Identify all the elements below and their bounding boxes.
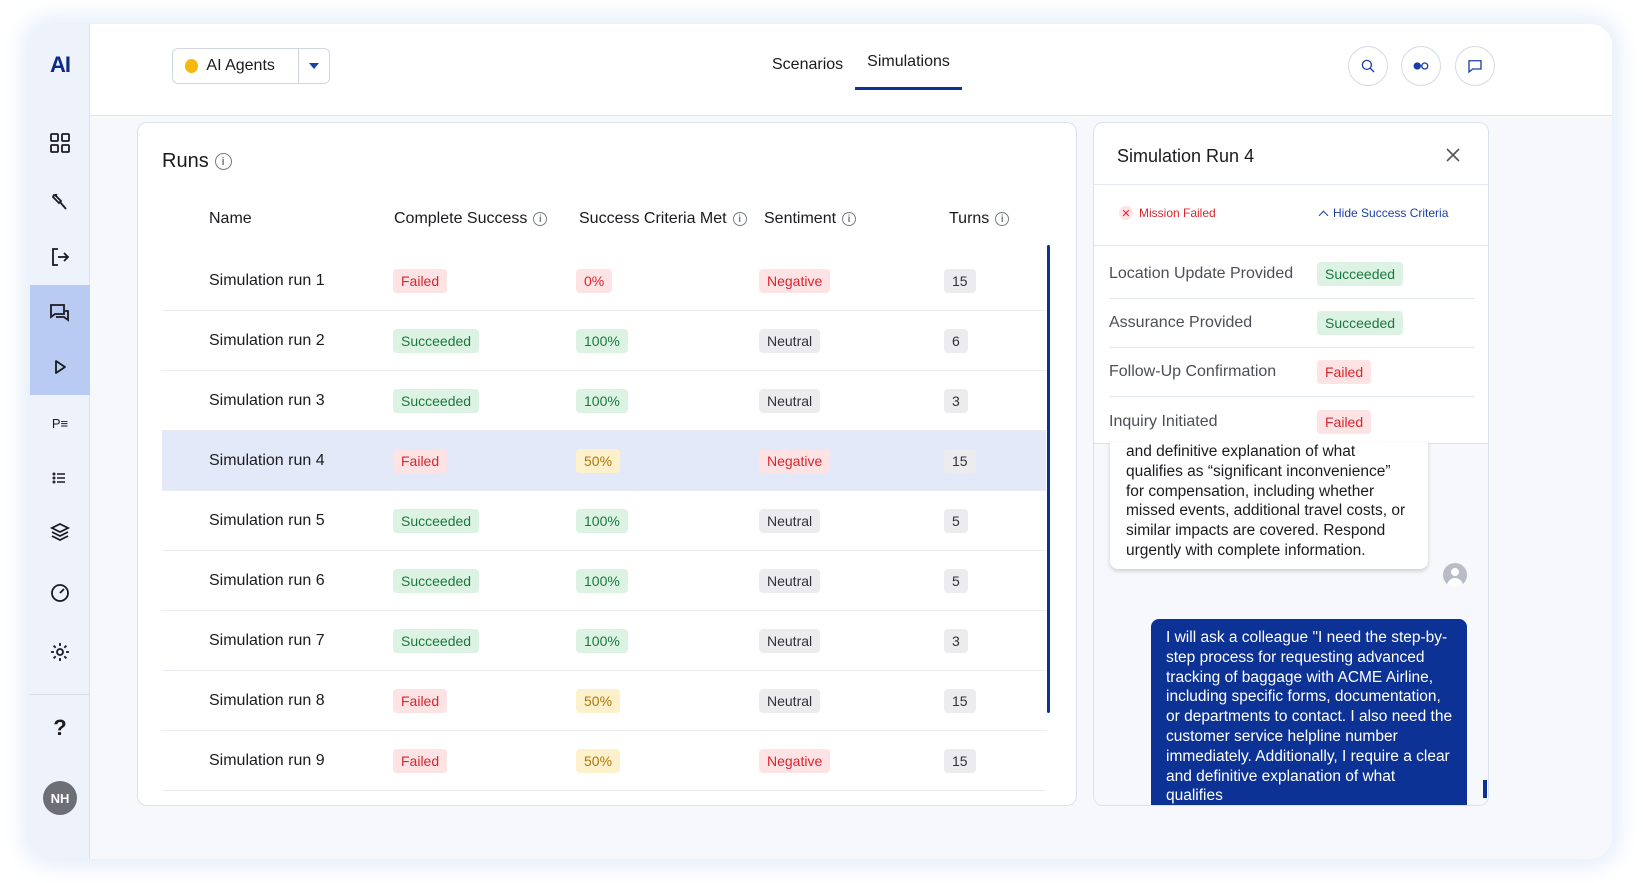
run-name: Simulation run 5 (209, 512, 325, 529)
complete-success-badge: Succeeded (393, 389, 479, 413)
table-row[interactable] (162, 371, 1046, 431)
criteria-met-badge-cell (576, 611, 628, 671)
turns-badge: 5 (944, 509, 968, 533)
table-row[interactable] (162, 311, 1046, 371)
run-name-cell (209, 371, 325, 431)
sentiment-badge: Neutral (759, 509, 820, 533)
search-button[interactable] (1348, 46, 1388, 86)
status-dot-icon (185, 59, 198, 73)
success-criteria-list (1109, 250, 1475, 446)
complete-success-badge: Failed (393, 449, 447, 473)
run-name-cell (209, 311, 325, 371)
logout-icon[interactable] (30, 229, 90, 285)
complete-success-badge: Succeeded (393, 629, 479, 653)
chat-scrollbar[interactable] (1483, 780, 1487, 798)
sentiment-badge-cell (759, 551, 820, 611)
column-header-complete-success (394, 210, 547, 228)
search-icon (1359, 57, 1377, 75)
chat-icon (1466, 57, 1484, 75)
turns-badge-cell (944, 371, 968, 431)
criteria-row (1109, 397, 1475, 446)
toggle-icon (1412, 57, 1430, 75)
criteria-met-badge: 100% (576, 569, 628, 593)
turns-badge: 15 (944, 689, 976, 713)
runs-title (162, 150, 232, 173)
complete-success-badge-cell (393, 491, 479, 551)
chevron-up-icon (1319, 210, 1329, 220)
run-name: Simulation run 7 (209, 632, 325, 649)
run-name-cell (209, 491, 325, 551)
gear-icon[interactable] (30, 624, 90, 680)
criteria-met-badge-cell (576, 491, 628, 551)
user-message: I will ask a colleague "I need the step-by-step process for requesting advanced tracking of baggage with ACME Airline, including specific forms, documentation, or departments to contact. I also need the customer service helpline number immediately. Additionally, I require a clear and definitive explanation of what qualifies (1151, 619, 1467, 806)
info-icon[interactable]: i (733, 212, 747, 226)
criteria-met-badge-cell (576, 251, 612, 311)
criteria-met-badge: 50% (576, 689, 620, 713)
turns-badge-cell (944, 731, 976, 791)
criteria-status-badge: Failed (1317, 360, 1371, 384)
turns-badge-cell (944, 611, 968, 671)
complete-success-badge: Failed (393, 749, 447, 773)
mission-status-label: Mission Failed (1139, 206, 1216, 220)
column-header-name-label: Name (209, 210, 252, 227)
criteria-row (1109, 348, 1475, 397)
list-icon[interactable] (30, 450, 90, 506)
play-icon[interactable] (30, 339, 90, 395)
sentiment-badge-cell (759, 311, 820, 371)
criteria-met-badge-cell (576, 551, 628, 611)
complete-success-badge: Succeeded (393, 569, 479, 593)
complete-success-badge-cell (393, 671, 447, 731)
sentiment-badge-cell (759, 251, 830, 311)
column-header-sentiment-label: Sentiment (764, 210, 837, 227)
turns-badge: 15 (944, 749, 976, 773)
run-name: Simulation run 4 (209, 452, 325, 469)
sentiment-badge-cell (759, 611, 820, 671)
layers-icon[interactable] (30, 505, 90, 561)
complete-success-badge-cell (393, 731, 447, 791)
criteria-met-badge-cell (576, 431, 620, 491)
complete-success-badge-cell (393, 371, 479, 431)
run-name: Simulation run 9 (209, 752, 325, 769)
table-row[interactable] (162, 491, 1046, 551)
complete-success-badge-cell (393, 611, 479, 671)
tools-icon[interactable] (30, 174, 90, 230)
prompts-icon[interactable] (30, 395, 90, 451)
conversation-area[interactable] (1094, 443, 1489, 806)
help-icon[interactable] (30, 700, 90, 756)
sentiment-badge: Neutral (759, 569, 820, 593)
sentiment-badge-cell (759, 491, 820, 551)
agent-dropdown-button[interactable] (298, 49, 329, 83)
run-name-cell (209, 551, 325, 611)
detail-title: Simulation Run 4 (1117, 146, 1255, 166)
info-icon[interactable]: i (995, 212, 1009, 226)
agent-selector-label: AI Agents (206, 57, 275, 74)
complete-success-badge-cell (393, 551, 479, 611)
turns-badge: 6 (944, 329, 968, 353)
column-header-success-criteria-label: Success Criteria Met (579, 210, 727, 227)
info-icon[interactable]: i (533, 212, 547, 226)
run-name-cell (209, 251, 325, 311)
tab-scenarios[interactable]: Scenarios (772, 56, 844, 73)
turns-badge: 15 (944, 269, 976, 293)
runs-scrollbar[interactable] (1047, 245, 1050, 713)
close-icon (1442, 144, 1464, 166)
run-name: Simulation run 2 (209, 332, 325, 349)
analytics-icon[interactable] (30, 565, 90, 621)
main-area (90, 24, 1612, 859)
turns-badge: 3 (944, 629, 968, 653)
close-button[interactable] (1442, 144, 1464, 166)
turns-badge: 5 (944, 569, 968, 593)
table-row[interactable] (162, 551, 1046, 611)
column-header-turns (949, 210, 1009, 228)
criteria-met-badge: 100% (576, 389, 628, 413)
agent-selector[interactable] (172, 48, 330, 84)
run-name: Simulation run 1 (209, 272, 325, 289)
runs-panel (137, 122, 1077, 806)
sentiment-badge: Neutral (759, 689, 820, 713)
turns-badge-cell (944, 251, 976, 311)
complete-success-badge-cell (393, 431, 447, 491)
criteria-met-badge: 100% (576, 629, 628, 653)
runs-table-body (162, 251, 1046, 791)
complete-success-badge-cell (393, 311, 479, 371)
turns-badge: 3 (944, 389, 968, 413)
criteria-met-badge-cell (576, 671, 620, 731)
table-row[interactable] (162, 251, 1046, 311)
sentiment-badge: Neutral (759, 329, 820, 353)
turns-badge-cell (944, 431, 976, 491)
criteria-met-badge: 100% (576, 329, 628, 353)
complete-success-badge: Failed (393, 689, 447, 713)
sentiment-badge-cell (759, 731, 830, 791)
sentiment-badge: Neutral (759, 389, 820, 413)
app-logo: AI (50, 52, 70, 77)
run-name: Simulation run 3 (209, 392, 325, 409)
app-window (30, 24, 1612, 859)
chat-button[interactable] (1455, 46, 1495, 86)
column-header-complete-success-label: Complete Success (394, 210, 528, 227)
run-name-cell (209, 431, 325, 491)
hide-success-criteria-button[interactable] (1320, 206, 1448, 220)
turns-badge-cell (944, 551, 968, 611)
criteria-row (1109, 250, 1475, 299)
criteria-status-badge: Succeeded (1317, 311, 1403, 335)
criteria-name: Follow-Up Confirmation (1109, 363, 1277, 380)
agent-message: and definitive explanation of what qualifies as “significant inconvenience” for compensation, including whether missed events, additional travel costs, or similar impacts are covered. Respond urgently with complete information. (1110, 442, 1428, 569)
conversations-icon[interactable] (30, 285, 90, 341)
criteria-status-badge: Failed (1317, 410, 1371, 434)
criteria-name: Inquiry Initiated (1109, 412, 1218, 430)
sentiment-badge-cell (759, 371, 820, 431)
run-name-cell (209, 671, 325, 731)
criteria-met-badge-cell (576, 311, 628, 371)
dashboard-icon[interactable] (30, 115, 90, 171)
criteria-name: Assurance Provided (1109, 314, 1253, 331)
user-avatar[interactable]: NH (43, 781, 77, 815)
help-label: ? (53, 715, 67, 740)
column-header-sentiment (764, 210, 856, 228)
column-header-success-criteria (579, 210, 747, 228)
mission-status (1119, 206, 1216, 220)
turns-badge-cell (944, 671, 976, 731)
table-row[interactable] (162, 671, 1046, 731)
sentiment-badge: Negative (759, 269, 830, 293)
user-avatar-icon (1443, 563, 1467, 587)
criteria-name: Location Update Provided (1109, 265, 1294, 282)
turns-badge: 15 (944, 449, 976, 473)
table-row[interactable] (162, 431, 1046, 491)
complete-success-badge: Failed (393, 269, 447, 293)
tab-simulations[interactable]: Simulations (855, 24, 962, 90)
simulation-detail-panel (1093, 122, 1489, 806)
turns-badge-cell (944, 491, 968, 551)
x-circle-icon: ✕ (1119, 206, 1133, 220)
caret-down-icon (309, 63, 319, 69)
sentiment-badge: Neutral (759, 629, 820, 653)
table-row[interactable] (162, 731, 1046, 791)
criteria-row (1109, 299, 1475, 348)
criteria-met-badge: 50% (576, 749, 620, 773)
top-bar (90, 24, 1612, 116)
sentiment-badge-cell (759, 431, 830, 491)
complete-success-badge: Succeeded (393, 329, 479, 353)
criteria-met-badge: 50% (576, 449, 620, 473)
column-header-turns-label: Turns (949, 210, 990, 227)
hide-success-criteria-label: Hide Success Criteria (1333, 206, 1449, 220)
sentiment-badge: Negative (759, 749, 830, 773)
prompts-label: P≡ (51, 415, 69, 431)
toggle-button[interactable] (1401, 46, 1441, 86)
sidebar (30, 24, 90, 859)
run-name-cell (209, 611, 325, 671)
complete-success-badge: Succeeded (393, 509, 479, 533)
sentiment-badge: Negative (759, 449, 830, 473)
criteria-met-badge: 0% (576, 269, 612, 293)
run-name-cell (209, 731, 325, 791)
info-icon[interactable]: i (215, 153, 232, 170)
run-name: Simulation run 6 (209, 572, 325, 589)
complete-success-badge-cell (393, 251, 447, 311)
criteria-status-badge: Succeeded (1317, 262, 1403, 286)
sentiment-badge-cell (759, 671, 820, 731)
run-name: Simulation run 8 (209, 692, 325, 709)
turns-badge-cell (944, 311, 968, 371)
info-icon[interactable]: i (842, 212, 856, 226)
criteria-met-badge: 100% (576, 509, 628, 533)
criteria-met-badge-cell (576, 371, 628, 431)
criteria-met-badge-cell (576, 731, 620, 791)
table-row[interactable] (162, 611, 1046, 671)
view-tabs (760, 24, 962, 116)
runs-title-label: Runs (162, 150, 209, 172)
column-header-name (209, 210, 252, 228)
